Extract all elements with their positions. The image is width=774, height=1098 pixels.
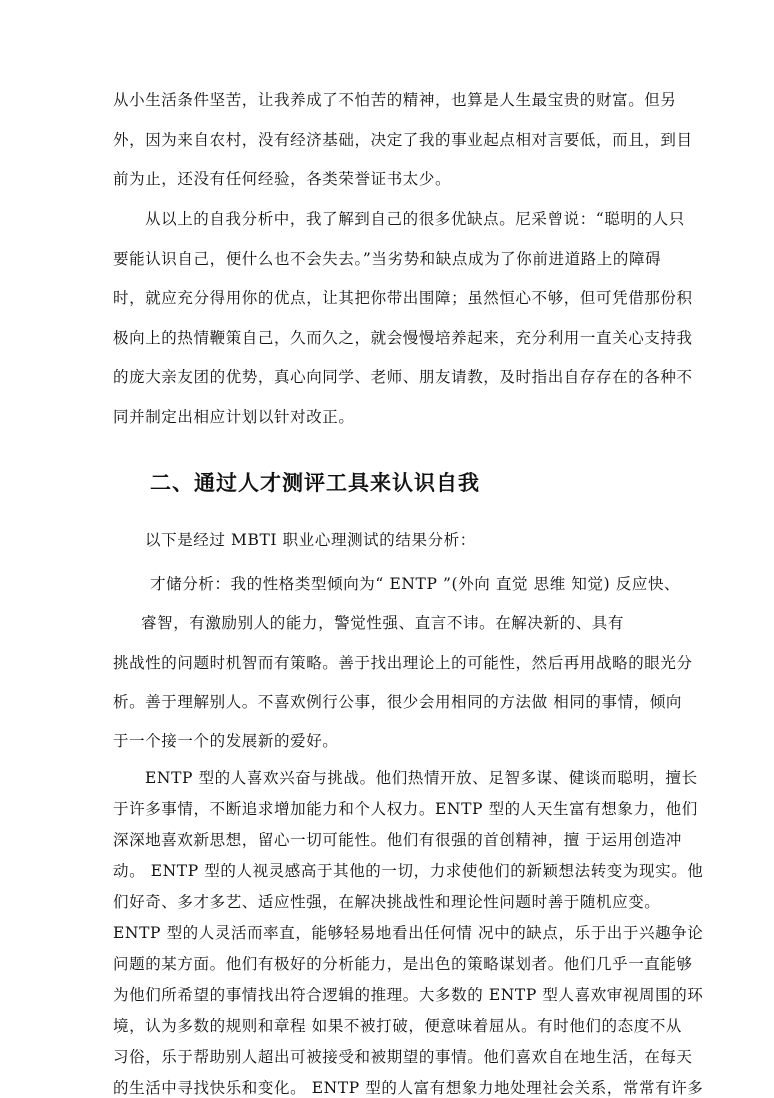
entp-paragraph-line: 们好奇、多才多艺、适应性强，在解决挑战性和理论性问题时善于随机应变。: [113, 893, 661, 911]
analysis-line: 于一个接一个的发展新的爱好。: [113, 732, 339, 750]
entp-paragraph-line: ENTP 型的人灵活而率直，能够轻易地看出任何情 况中的缺点，乐于出于兴趣争论: [113, 924, 704, 942]
entp-paragraph-line: 深深地喜欢新思想，留心一切可能性。他们有很强的首创精神，擅 于运用创造冲: [113, 831, 683, 849]
paragraph-2-line: 的庞大亲友团的优势，真心向同学、老师、朋友请教，及时指出自存存在的各种不: [113, 368, 693, 386]
entp-paragraph-line: 为他们所希望的事情找出符合逻辑的推理。大多数的 ENTP 型人喜欢审视周围的环: [113, 986, 704, 1004]
entp-paragraph-line: 于许多事情，不断追求增加能力和个人权力。ENTP 型的人天生富有想象力，他们: [113, 800, 698, 818]
entp-paragraph-line: 问题的某方面。他们有极好的分析能力，是出色的策略谋划者。他们几乎一直能够: [113, 955, 693, 973]
analysis-line: 睿智，有激励别人的能力，警觉性强、直言不讳。在解决新的、具有: [141, 614, 625, 632]
paragraph-2-line: 时，就应充分得用你的优点，让其把你带出围障；虽然恒心不够，但可凭借那份积: [113, 289, 693, 307]
paragraph-2-line: 同并制定出相应计划以针对改正。: [113, 408, 355, 426]
paragraph-2-line: 要能认识自己，便什么也不会失去。”当劣势和缺点成为了你前进道路上的障碍: [113, 250, 662, 268]
entp-paragraph-line: 习俗，乐于帮助别人超出可被接受和被期望的事情。他们喜欢自在地生活，在每天: [113, 1048, 693, 1066]
analysis-line: 析。善于理解别人。不喜欢例行公事，很少会用相同的方法做 相同的事情，倾向: [113, 693, 683, 711]
entp-paragraph-line: 境，认为多数的规则和章程 如果不被打破，便意味着屈从。有时他们的态度不从: [113, 1017, 683, 1035]
intro-line: 以下是经过 MBTI 职业心理测试的结果分析：: [145, 531, 476, 549]
paragraph-1-line: 外，因为来自农村，没有经济基础，决定了我的事业起点相对言要低，而且，到目: [113, 131, 693, 149]
analysis-line: 才储分析：我的性格类型倾向为“ ENTP ”(外向 直觉 思维 知觉) 反应快、: [150, 575, 681, 593]
entp-paragraph-line: ENTP 型的人喜欢兴奋与挑战。他们热情开放、足智多谋、健谈而聪明，擅长: [145, 769, 698, 787]
paragraph-2-line: 极向上的热情鞭策自己，久而久之，就会慢慢培养起来，充分利用一直关心支持我: [113, 329, 693, 347]
paragraph-2-line: 从以上的自我分析中，我了解到自己的很多优缺点。尼采曾说：“聪明的人只: [145, 210, 685, 228]
paragraph-1-line: 从小生活条件坚苦，让我养成了不怕苦的精神，也算是人生最宝贵的财富。但另: [113, 91, 677, 109]
paragraph-1-line: 前为止，还没有任何经验，各类荣誉证书太少。: [113, 170, 452, 188]
entp-paragraph-line: 的生活中寻找快乐和变化。 ENTP 型的人富有想象力地处理社会关系，常常有许多: [113, 1079, 704, 1097]
section-heading: 二、通过人才测评工具来认识自我: [150, 471, 480, 495]
entp-paragraph-line: 动。 ENTP 型的人视灵感高于其他的一切，力求使他们的新颖想法转变为现实。他: [113, 862, 704, 880]
analysis-line: 挑战性的问题时机智而有策略。善于找出理论上的可能性，然后再用战略的眼光分: [113, 654, 693, 672]
